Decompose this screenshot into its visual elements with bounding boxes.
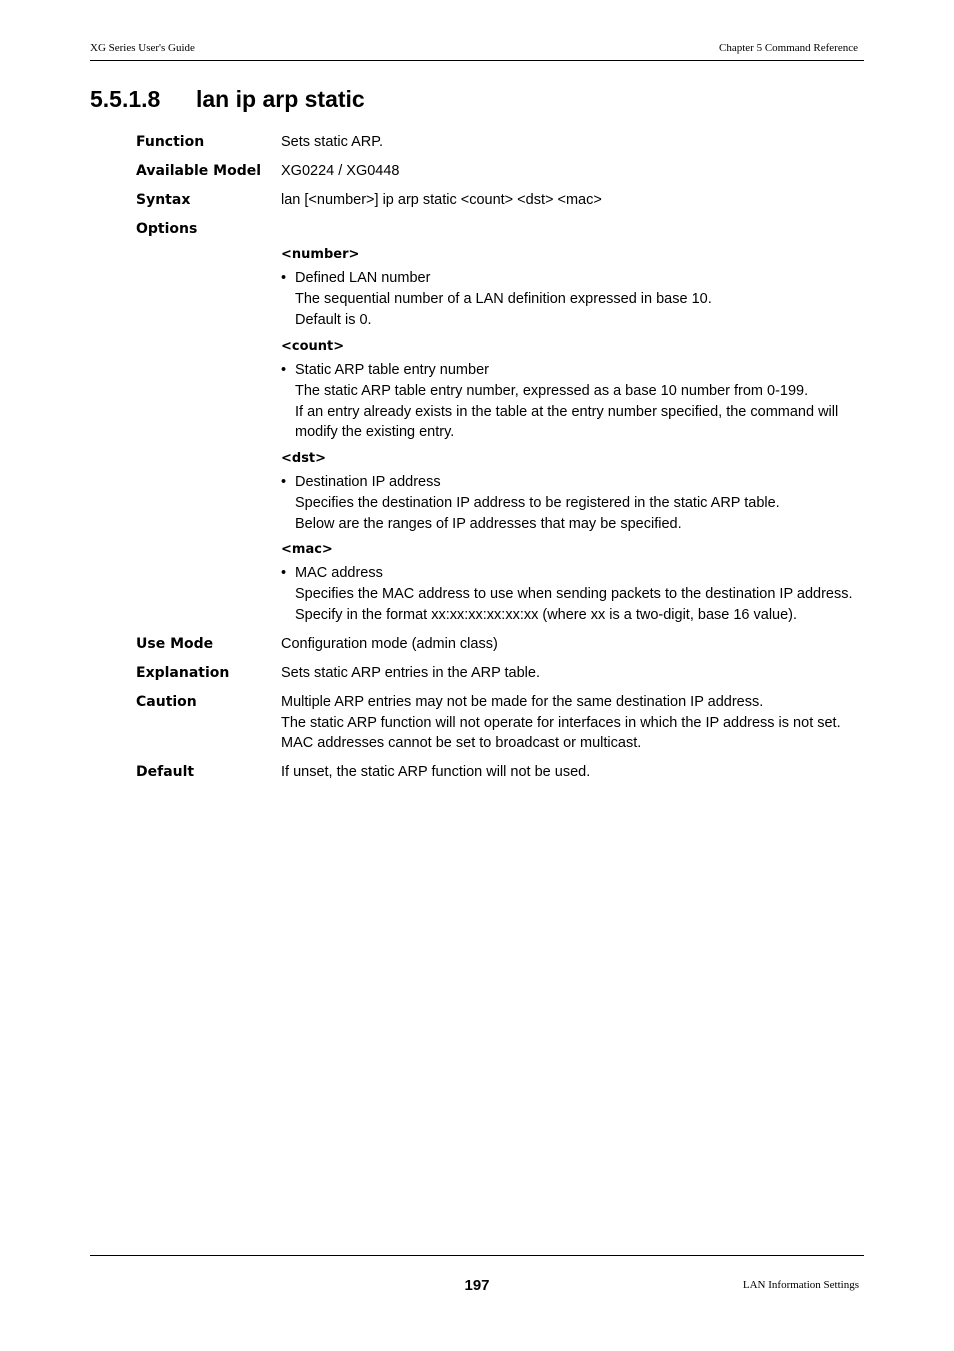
section-title	[90, 86, 365, 113]
option-line: Specifies the MAC address to use when sending packets to the destination IP address.	[295, 586, 853, 602]
option-name: <mac>	[281, 542, 333, 557]
option-name: <dst>	[281, 451, 327, 466]
option-line: modify the existing entry.	[295, 424, 455, 440]
header-chapter: Chapter 5 Command Reference	[719, 42, 858, 54]
usemode-value: Configuration mode (admin class)	[281, 636, 498, 652]
function-label: Function	[136, 134, 205, 150]
option-line: If an entry already exists in the table at the entry number specified, the command will	[295, 404, 839, 420]
usemode-label: Use Mode	[136, 636, 214, 652]
header-doc-title: XG Series User's Guide	[90, 42, 195, 54]
function-value: Sets static ARP.	[281, 134, 384, 150]
model-label: Available Model	[136, 163, 262, 179]
options-label: Options	[136, 221, 198, 237]
section-heading: lan ip arp static	[196, 86, 365, 112]
option-line: The static ARP table entry number, expressed as a base 10 number from 0-199.	[295, 383, 809, 399]
caution-label: Caution	[136, 694, 197, 710]
caution-line: Multiple ARP entries may not be made for the same destination IP address.	[281, 694, 764, 710]
explanation-label: Explanation	[136, 665, 230, 681]
option-line: Default is 0.	[295, 312, 372, 328]
option-line: Specify in the format xx:xx:xx:xx:xx:xx (where xx is a two-digit, base 16 value).	[295, 607, 798, 623]
option-bullet: • Static ARP table entry number	[281, 362, 489, 378]
option-bullet: • Defined LAN number	[281, 270, 431, 286]
default-value: If unset, the static ARP function will not be used.	[281, 764, 591, 780]
option-line: Below are the ranges of IP addresses that may be specified.	[295, 516, 682, 532]
section-number: 5.5.1.8	[90, 86, 161, 112]
explanation-value: Sets static ARP entries in the ARP table.	[281, 665, 540, 681]
caution-line: MAC addresses cannot be set to broadcast or multicast.	[281, 735, 642, 751]
option-name: <number>	[281, 247, 360, 262]
header-rule	[90, 60, 864, 61]
footer-rule	[90, 1255, 864, 1256]
syntax-value: lan [<number>] ip arp static <count> <dst> <mac>	[281, 192, 602, 208]
option-line: The sequential number of a LAN definition expressed in base 10.	[295, 291, 712, 307]
model-value: XG0224 / XG0448	[281, 163, 400, 179]
syntax-label: Syntax	[136, 192, 191, 208]
page-number: 197	[464, 1277, 490, 1294]
option-line: Specifies the destination IP address to be registered in the static ARP table.	[295, 495, 780, 511]
option-name: <count>	[281, 339, 345, 354]
footer-section: LAN Information Settings	[742, 1279, 859, 1291]
caution-line: The static ARP function will not operate for interfaces in which the IP address is not set.	[281, 715, 841, 731]
default-label: Default	[136, 764, 195, 780]
option-bullet: • Destination IP address	[281, 474, 441, 490]
option-bullet: • MAC address	[281, 565, 383, 581]
